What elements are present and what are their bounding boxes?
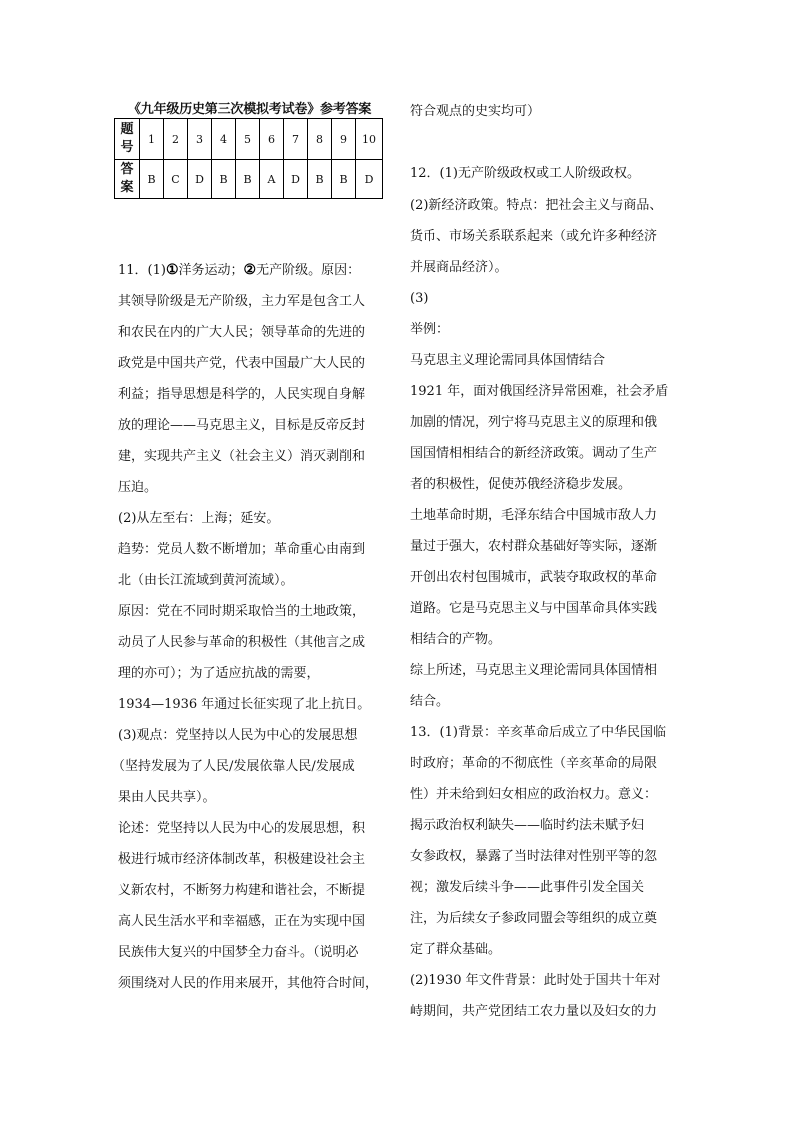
answer-line: 货币、市场关系联系起来（或允许多种经济: [410, 229, 658, 244]
answer-line: 1934—1936 年通过长征实现了北上抗日。: [118, 697, 371, 712]
question-number-cell: 5: [236, 119, 260, 160]
answer-line: 高人民生活水平和幸福感，正在为实现中国: [118, 914, 366, 929]
answer-line: 女参政权，暴露了当时法律对性别平等的忽: [410, 849, 658, 864]
answer-line: 12．(1)无产阶级政权或工人阶级政权。: [410, 166, 640, 181]
answer-cell: C: [164, 160, 188, 199]
answer-line: 13．(1)背景：辛亥革命后成立了中华民国临: [410, 725, 666, 740]
answer-line: 北（由长江流域到黄河流域）。: [118, 573, 294, 588]
answer-line: (2)1930 年文件背景：此时处于国共十年对: [410, 973, 661, 988]
answer-line: 开创出农村包围城市，武装夺取政权的革命: [410, 570, 658, 585]
answer-table-answer-row: [115, 160, 383, 199]
answer-line: 利益；指导思想是科学的，人民实现自身解: [118, 387, 366, 402]
answer-line: 加剧的情况，列宁将马克思主义的原理和俄: [410, 415, 658, 430]
answer-line: 理的亦可）；为了适应抗战的需要，: [118, 666, 320, 681]
answer-line: 量过于强大，农村群众基础好等实际，逐渐: [410, 539, 658, 554]
header-char: 题: [120, 122, 134, 137]
answer-line: 国国情相相结合的新经济政策。调动了生产: [410, 446, 658, 461]
circled-number: ②: [243, 262, 257, 278]
answer-line: 原因：党在不同时期采取恰当的土地政策，: [118, 604, 366, 619]
answer-line: 峙期间，共产党团结工农力量以及妇女的力: [410, 1004, 658, 1019]
question-number-cell: 6: [260, 119, 284, 160]
header-char: 案: [120, 180, 134, 195]
answer-line: 注，为后续女子参政同盟会等组织的成立奠: [410, 911, 658, 926]
answer-line: 须围绕对人民的作用来展开，其他符合时间，: [118, 976, 379, 991]
answer-cell: B: [308, 160, 332, 199]
header-char: 答: [120, 162, 134, 177]
answer-line: 果由人民共享）。: [118, 790, 216, 805]
answer-line: 时政府；革命的不彻底性（辛亥革命的局限: [410, 756, 658, 771]
answer-header: [115, 160, 140, 199]
answer-line: 性）并未给到妇女相应的政治权力。意义：: [410, 787, 658, 802]
answer-cell: B: [212, 160, 236, 199]
header-char: 号: [120, 140, 134, 155]
answer-cell: A: [260, 160, 284, 199]
line-text: 洋务运动；: [178, 263, 244, 278]
document-title: 《九年级历史第三次模拟考试卷》参考答案: [128, 102, 372, 117]
question-number-cell: 1: [140, 119, 164, 160]
answer-line: 义新农村，不断努力构建和谐社会，不断提: [118, 883, 366, 898]
answer-line: 道路。它是马克思主义与中国革命具体实践: [410, 601, 658, 616]
answer-line: 并展商品经济）。: [410, 260, 508, 275]
question-number-cell: 7: [284, 119, 308, 160]
answer-cell: B: [332, 160, 356, 199]
answer-cell: D: [188, 160, 212, 199]
question-number-cell: 2: [164, 119, 188, 160]
question-number-cell: 9: [332, 119, 356, 160]
answer-line: 政党是中国共产党，代表中国最广大人民的: [118, 356, 366, 371]
answer-line: 其领导阶级是无产阶级，主力军是包含工人: [118, 294, 366, 309]
answer-table: [114, 118, 383, 199]
answer-line: 综上所述，马克思主义理论需同具体国情相: [410, 663, 658, 678]
answer-line: 土地革命时期，毛泽东结合中国城市敌人力: [410, 508, 658, 523]
answer-line: 举例：: [410, 322, 450, 337]
answer-line: 趋势：党员人数不断增加；革命重心由南到: [118, 542, 366, 557]
answer-line: (2)从左至右：上海；延安。: [118, 511, 280, 526]
answer-cell: B: [236, 160, 260, 199]
answer-line: 相结合的产物。: [410, 632, 502, 647]
answer-line: 放的理论——马克思主义，目标是反帝反封: [118, 418, 366, 433]
question-number-cell: 8: [308, 119, 332, 160]
answer-line: 揭示政治权利缺失——临时约法未赋予妇: [410, 818, 645, 833]
answer-line: (2)新经济政策。特点：把社会主义与商品、: [410, 198, 663, 213]
answer-line: 马克思主义理论需同具体国情结合: [410, 353, 606, 368]
answer-cell: B: [140, 160, 164, 199]
answer-line: 定了群众基础。: [410, 942, 502, 957]
answer-line: 结合。: [410, 694, 450, 709]
answer-line: 动员了人民参与革命的积极性（其他言之成: [118, 635, 366, 650]
line-text: 11．(1): [118, 263, 166, 278]
answer-line: 论述：党坚持以人民为中心的发展思想，积: [118, 821, 366, 836]
line-text: 无产阶级。原因：: [256, 263, 361, 278]
circled-number: ①: [165, 262, 179, 278]
answer-line: 极进行城市经济体制改革，积极建设社会主: [118, 852, 366, 867]
answer-line: （坚持发展为了人民/发展依靠人民/发展成: [112, 759, 355, 774]
answer-line: 和农民在内的广大人民；领导革命的先进的: [118, 325, 366, 340]
answer-line: 压迫。: [118, 480, 158, 495]
answer-line: 视；激发后续斗争——此事件引发全国关: [410, 880, 645, 895]
answer-line: 1921 年，面对俄国经济异常困难，社会矛盾: [410, 384, 669, 399]
question-number-cell: 3: [188, 119, 212, 160]
answer-table-number-row: [115, 119, 383, 160]
question-number-header: [115, 119, 140, 160]
answer-line: [118, 262, 360, 280]
answer-line: 符合观点的史实均可）: [410, 104, 541, 119]
answer-line: (3)观点：党坚持以人民为中心的发展思想: [118, 728, 358, 743]
answer-line: 者的积极性，促使苏俄经济稳步发展。: [410, 477, 632, 492]
question-number-cell: 4: [212, 119, 236, 160]
answer-cell: D: [356, 160, 383, 199]
answer-line: (3): [410, 291, 429, 306]
answer-line: 建，实现共产主义（社会主义）消灭剥削和: [118, 449, 366, 464]
answer-cell: D: [284, 160, 308, 199]
question-number-cell: 10: [356, 119, 383, 160]
answer-line: 民族伟大复兴的中国梦全力奋斗。（说明必: [118, 945, 359, 960]
